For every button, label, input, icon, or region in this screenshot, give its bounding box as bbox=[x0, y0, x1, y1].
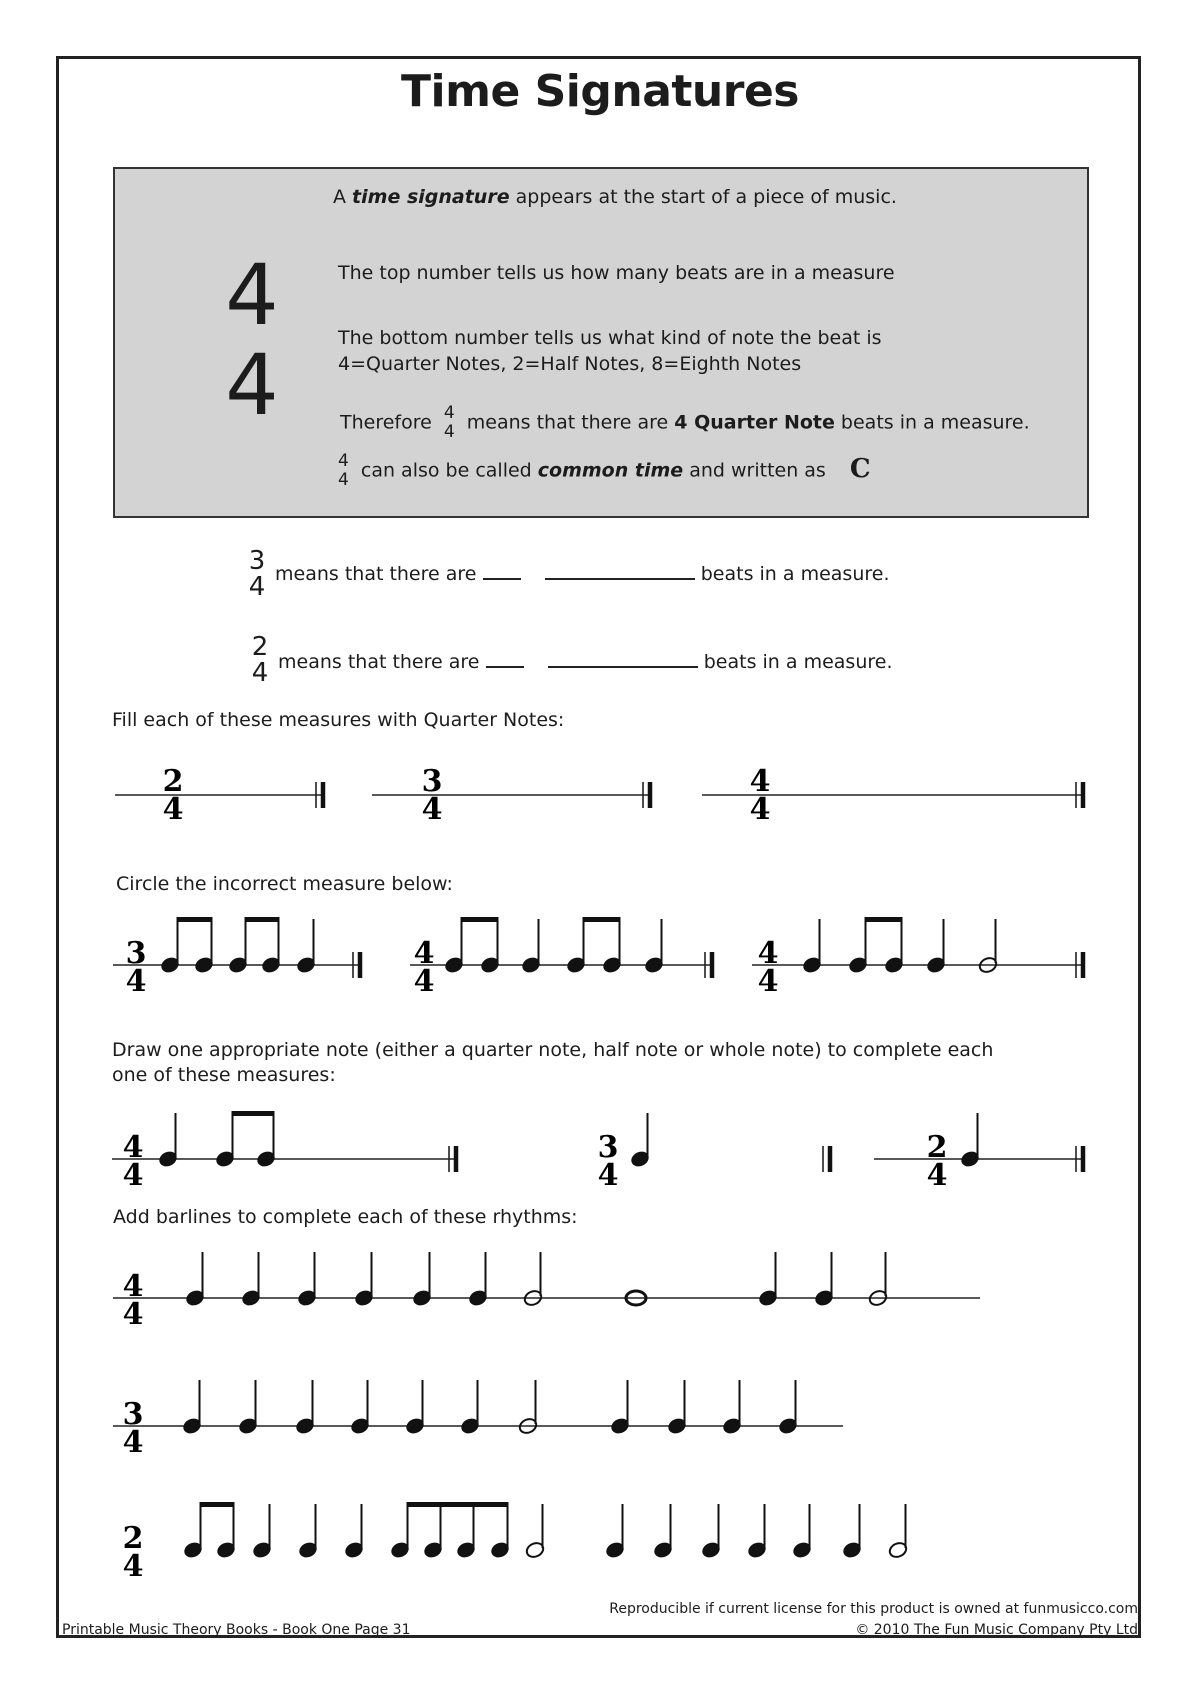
therefore-mid: means that there are bbox=[466, 411, 669, 434]
top-number-text: The top number tells us how many beats are in a measure bbox=[338, 262, 895, 284]
circle-staff-2-beam bbox=[865, 917, 903, 922]
therefore-bold: 4 Quarter Note bbox=[674, 411, 835, 434]
blank2-post: beats in a measure. bbox=[703, 651, 893, 673]
footer-license: Reproducible if current license for this product is owned at funmusicco.com bbox=[609, 1601, 1138, 1617]
common-term: common time bbox=[537, 459, 684, 482]
big-bottom-number: 4 bbox=[225, 336, 279, 434]
common-top: 4 bbox=[338, 451, 349, 471]
fill-staff-2-ts-top: 4 bbox=[749, 764, 771, 799]
page-title: Time Signatures bbox=[401, 66, 799, 117]
fill-staff-1-ts-bottom: 4 bbox=[421, 792, 443, 827]
therefore-post: beats in a measure. bbox=[840, 411, 1030, 434]
fill-staff-1-ts-top: 3 bbox=[421, 764, 443, 799]
draw-staff-0-ts-bottom: 4 bbox=[122, 1158, 144, 1193]
therefore-pre: Therefore bbox=[340, 411, 432, 434]
section-circle-incorrect: Circle the incorrect measure below: bbox=[116, 873, 453, 895]
barline-staff-0-ts-top: 4 bbox=[122, 1269, 144, 1304]
section-add-barlines: Add barlines to complete each of these rhythms: bbox=[113, 1206, 578, 1228]
fill-staff-2-ts-bottom: 4 bbox=[749, 792, 771, 827]
circle-staff-0-beam bbox=[245, 917, 280, 922]
barline-staff-0-ts-bottom: 4 bbox=[122, 1297, 144, 1332]
barline-staff-1-ts-bottom: 4 bbox=[122, 1425, 144, 1460]
common-pre: can also be called bbox=[360, 459, 532, 482]
intro-post: appears at the start of a piece of music. bbox=[515, 186, 897, 208]
draw-staff-0-ts-top: 4 bbox=[122, 1130, 144, 1165]
blank1-pre: means that there are bbox=[275, 563, 477, 585]
circle-staff-1-ts-top: 4 bbox=[413, 936, 435, 971]
circle-staff-1-beam bbox=[461, 917, 499, 922]
intro-term: time signature bbox=[352, 186, 510, 208]
circle-staff-2-ts-bottom: 4 bbox=[757, 964, 779, 999]
footer-book-info: Printable Music Theory Books - Book One Page 31 bbox=[62, 1622, 411, 1638]
common-bottom: 4 bbox=[338, 470, 349, 490]
blank2-top: 2 bbox=[251, 632, 269, 662]
inline-bottom: 4 bbox=[443, 422, 455, 442]
intro-pre: A bbox=[333, 186, 346, 208]
section-draw-note-2: one of these measures: bbox=[112, 1064, 336, 1086]
blank2-pre: means that there are bbox=[278, 651, 480, 673]
circle-staff-2-ts-top: 4 bbox=[757, 936, 779, 971]
draw-staff-0-beam bbox=[232, 1111, 275, 1116]
blank1-top: 3 bbox=[248, 546, 266, 576]
draw-staff-1-ts-bottom: 4 bbox=[597, 1158, 619, 1193]
circle-staff-1-ts-bottom: 4 bbox=[413, 964, 435, 999]
barline-staff-2-beam bbox=[200, 1502, 235, 1507]
note-values-text: 4=Quarter Notes, 2=Half Notes, 8=Eighth Notes bbox=[338, 353, 802, 375]
circle-staff-0-beam bbox=[177, 917, 213, 922]
fill-staff-0-ts-top: 2 bbox=[162, 764, 184, 799]
bottom-number-text: The bottom number tells us what kind of note the beat is bbox=[338, 327, 882, 349]
common-time-symbol: C bbox=[849, 453, 871, 484]
blank1-bottom: 4 bbox=[248, 572, 266, 602]
circle-staff-0-ts-top: 3 bbox=[125, 936, 147, 971]
barline-staff-2-beam bbox=[407, 1502, 509, 1507]
draw-staff-2-ts-top: 2 bbox=[926, 1130, 948, 1165]
blank2-bottom: 4 bbox=[251, 658, 269, 688]
fill-staff-0-ts-bottom: 4 bbox=[162, 792, 184, 827]
common-post: and written as bbox=[689, 459, 826, 482]
footer-copyright: © 2010 The Fun Music Company Pty Ltd bbox=[855, 1622, 1138, 1638]
blank1-post: beats in a measure. bbox=[700, 563, 890, 585]
circle-staff-0-ts-bottom: 4 bbox=[125, 964, 147, 999]
big-top-number: 4 bbox=[225, 246, 279, 344]
barline-staff-2-ts-top: 2 bbox=[122, 1521, 144, 1556]
draw-staff-2-ts-bottom: 4 bbox=[926, 1158, 948, 1193]
circle-staff-1-beam bbox=[583, 917, 621, 922]
draw-staff-1-ts-top: 3 bbox=[597, 1130, 619, 1165]
section-fill-measures: Fill each of these measures with Quarter Notes: bbox=[112, 709, 565, 731]
section-draw-note-1: Draw one appropriate note (either a quarter note, half note or whole note) to complete each bbox=[112, 1039, 994, 1061]
barline-staff-2-ts-bottom: 4 bbox=[122, 1549, 144, 1584]
inline-top: 4 bbox=[443, 403, 455, 423]
barline-staff-1-ts-top: 3 bbox=[122, 1397, 144, 1432]
